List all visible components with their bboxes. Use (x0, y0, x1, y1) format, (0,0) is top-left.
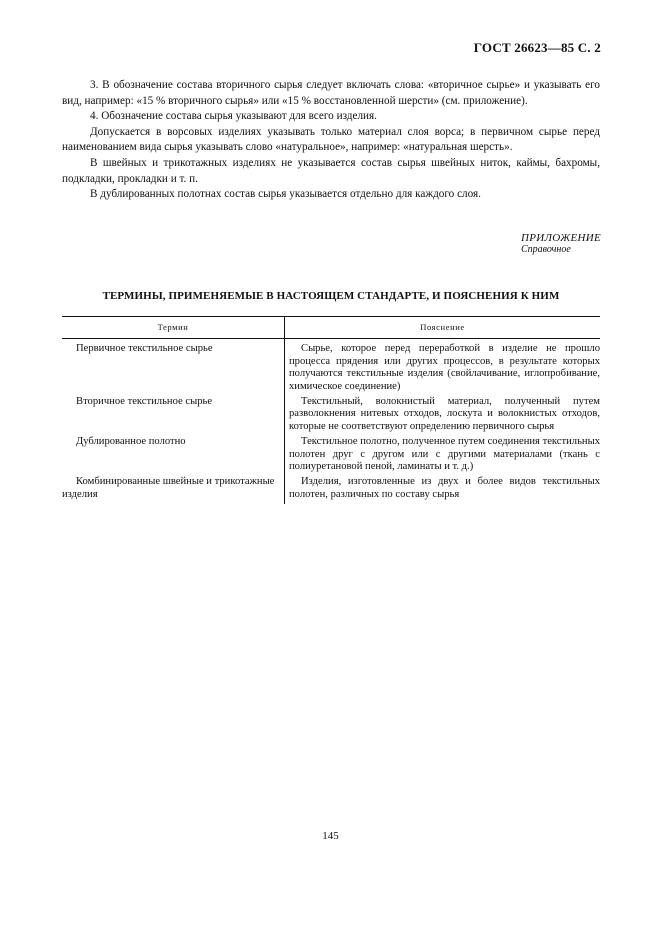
term-text: Первичное текстильное сырье (76, 343, 213, 355)
explanation-cell: Текстильный, волокнистый материал, полученный путем разволокнения нитевых отходов, лоскута и волокнистых отходов, которые не соответствуют определению первичного сырья (289, 396, 600, 432)
paragraph: 3. В обозначение состава вторичного сырья следует включать слова: «вторичное сырье» и указывать его вид, например: «15 % вторичного сырья» или «15 % восстановленной шерсти» (см. приложение). (62, 79, 600, 107)
column-header-term: Термин (62, 317, 285, 339)
appendix-label (521, 232, 601, 255)
document-header: ГОСТ 26623—85 С. 2 (473, 40, 601, 55)
paragraph: Допускается в ворсовых изделиях указывать только материал слоя ворса; в первичном сырье перед наименованием вида сырья указывать слово «натуральное», например: «натуральная шерсть». (62, 125, 600, 154)
term-cell (62, 436, 285, 476)
paragraph: 4. Обозначение состава сырья указывают для всего изделия. (90, 110, 377, 123)
explanation-cell: Сырье, которое перед переработкой в изделие не прошло процесса прядения или других процессов, в результате которых получаются текстильные изделия (свойлачивание, иглопробивание, химическое соединение) (289, 343, 600, 392)
table-row (62, 436, 600, 476)
table-row (62, 339, 600, 396)
term-text: Дублированное полотно (76, 436, 186, 448)
table-row (62, 396, 600, 436)
explanation-cell: Изделия, изготовленные из двух и более видов текстильных полотен, различных по составу сырья (289, 476, 600, 500)
table-title: ТЕРМИНЫ, ПРИМЕНЯЕМЫЕ В НАСТОЯЩЕМ СТАНДАРТЕ, И ПОЯСНЕНИЯ К НИМ (102, 290, 560, 302)
table-row (62, 476, 600, 504)
column-header-explanation: Пояснение (285, 317, 601, 339)
term-cell (62, 476, 285, 504)
term-cell (62, 339, 285, 396)
term-cell (62, 396, 285, 436)
paragraph: В дублированных полотнах состав сырья указывается отдельно для каждого слоя. (90, 188, 481, 201)
appendix-title: ПРИЛОЖЕНИЕ (521, 232, 601, 244)
terms-table (62, 316, 600, 504)
explanation-cell: Текстильное полотно, полученное путем соединения текстильных полотен друг с другом или с другими материалами (ткань с полиуретановой пеной, ламинаты и т. д.) (289, 436, 600, 473)
term-text: Вторичное текстильное сырье (76, 396, 213, 408)
term-text: Комбинированные швейные и трикотажные изделия (62, 476, 275, 500)
appendix-subtitle: Справочное (521, 244, 571, 255)
body-text (62, 78, 600, 203)
table-header-row (62, 317, 600, 339)
page-number: 145 (322, 830, 339, 842)
paragraph: В швейных и трикотажных изделиях не указывается состав сырья швейных ниток, каймы, бахромы, подкладки, прокладки и т. п. (62, 156, 600, 185)
